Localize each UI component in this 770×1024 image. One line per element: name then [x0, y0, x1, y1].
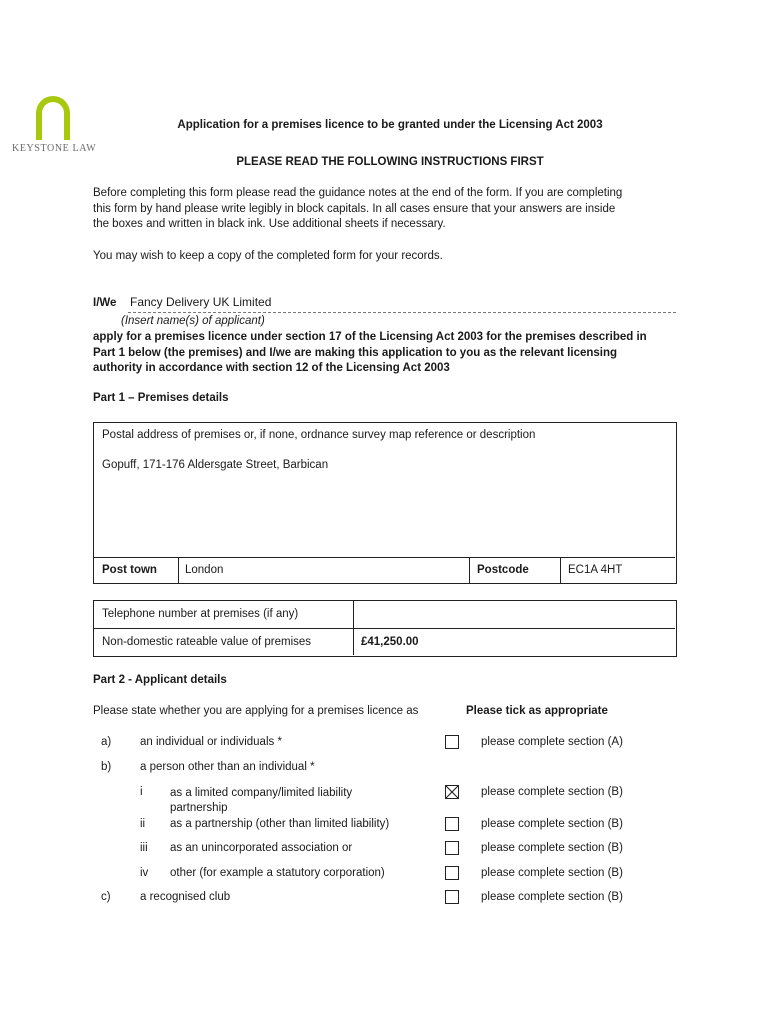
option-label: a person other than an individual * — [140, 761, 315, 773]
premises-address-box — [93, 422, 677, 584]
option-action: please complete section (B) — [481, 842, 623, 854]
keep-copy-note: You may wish to keep a copy of the completed form for your records. — [93, 250, 443, 262]
option-label: a recognised club — [140, 891, 231, 903]
post-town-label: Post town — [102, 564, 157, 576]
rateable-value-label: Non-domestic rateable value of premises — [102, 636, 312, 648]
option-label-line: partnership — [170, 802, 228, 814]
option-label: as an unincorporated association or — [170, 842, 353, 854]
option-action: please complete section (B) — [481, 891, 623, 903]
option-action: please complete section (B) — [481, 786, 623, 798]
part1-heading: Part 1 – Premises details — [93, 392, 229, 404]
option-label: as a partnership (other than limited liability) — [170, 818, 390, 830]
apply-statement-line: apply for a premises licence under section 17 of the Licensing Act 2003 for the premises described in — [93, 331, 647, 343]
option-label-line: as a limited company/limited liability — [170, 787, 353, 799]
divider — [94, 557, 675, 558]
part2-prompt: Please state whether you are applying for a premises licence as — [93, 705, 419, 717]
option-action: please complete section (B) — [481, 818, 623, 830]
apply-statement-line: Part 1 below (the premises) and I/we are making this application to you as the relevant licensing — [93, 346, 618, 359]
divider — [353, 601, 354, 655]
checkbox-recognised-club[interactable] — [445, 890, 459, 904]
premises-details-table — [93, 600, 677, 657]
divider — [560, 557, 561, 583]
checkbox-other[interactable] — [445, 866, 459, 880]
post-town-field[interactable]: London — [185, 564, 224, 576]
telephone-label: Telephone number at premises (if any) — [102, 608, 299, 620]
divider — [469, 557, 470, 583]
postcode-label: Postcode — [477, 564, 529, 576]
intro-line: this form by hand please write legibly in block capitals. In all cases ensure that your answers are inside — [93, 202, 616, 215]
rateable-value-field[interactable]: £41,250.00 — [361, 636, 419, 648]
postcode-field[interactable]: EC1A 4HT — [568, 564, 623, 576]
option-action: please complete section (A) — [481, 736, 623, 748]
row-marker: i — [140, 786, 143, 798]
option-label: an individual or individuals * — [140, 736, 282, 748]
apply-statement — [93, 330, 713, 377]
option-label — [170, 786, 352, 816]
row-marker: iv — [140, 867, 149, 879]
checkbox-individual[interactable] — [445, 735, 459, 749]
instructions-heading: PLEASE READ THE FOLLOWING INSTRUCTIONS FIRST — [236, 156, 544, 168]
apply-statement-line: authority in accordance with section 12 of the Licensing Act 2003 — [93, 362, 450, 374]
row-marker: iii — [140, 842, 148, 854]
checkbox-unincorporated-association[interactable] — [445, 841, 459, 855]
applicant-hint: (Insert name(s) of applicant) — [121, 315, 265, 327]
row-marker: b) — [101, 761, 112, 773]
intro-paragraph — [93, 186, 693, 233]
divider — [178, 557, 179, 583]
logo-text: KEYSTONE LAW — [12, 143, 97, 154]
row-marker: a) — [101, 736, 112, 748]
form-title: Application for a premises licence to be granted under the Licensing Act 2003 — [177, 119, 603, 131]
checkbox-partnership[interactable] — [445, 817, 459, 831]
applicant-label: I/We — [93, 297, 117, 309]
checkbox-limited-company[interactable] — [445, 785, 459, 799]
keystone-law-logo — [36, 96, 70, 140]
row-marker: ii — [140, 818, 146, 830]
divider — [94, 628, 675, 629]
part2-heading: Part 2 - Applicant details — [93, 674, 227, 686]
intro-line: Before completing this form please read the guidance notes at the end of the form. If you are completing — [93, 187, 623, 199]
option-action: please complete section (B) — [481, 867, 623, 879]
applicant-name-field[interactable]: Fancy Delivery UK Limited — [130, 295, 272, 309]
address-label: Postal address of premises or, if none, ordnance survey map reference or description — [102, 429, 536, 441]
tick-heading: Please tick as appropriate — [466, 705, 608, 717]
option-label: other (for example a statutory corporation) — [170, 867, 385, 879]
checked-cross-icon — [446, 786, 458, 798]
intro-line: the boxes and written in black ink. Use additional sheets if necessary. — [93, 218, 446, 230]
applicant-name-underline — [128, 312, 676, 313]
row-marker: c) — [101, 891, 111, 903]
address-field[interactable]: Gopuff, 171-176 Aldersgate Street, Barbican — [102, 459, 329, 471]
